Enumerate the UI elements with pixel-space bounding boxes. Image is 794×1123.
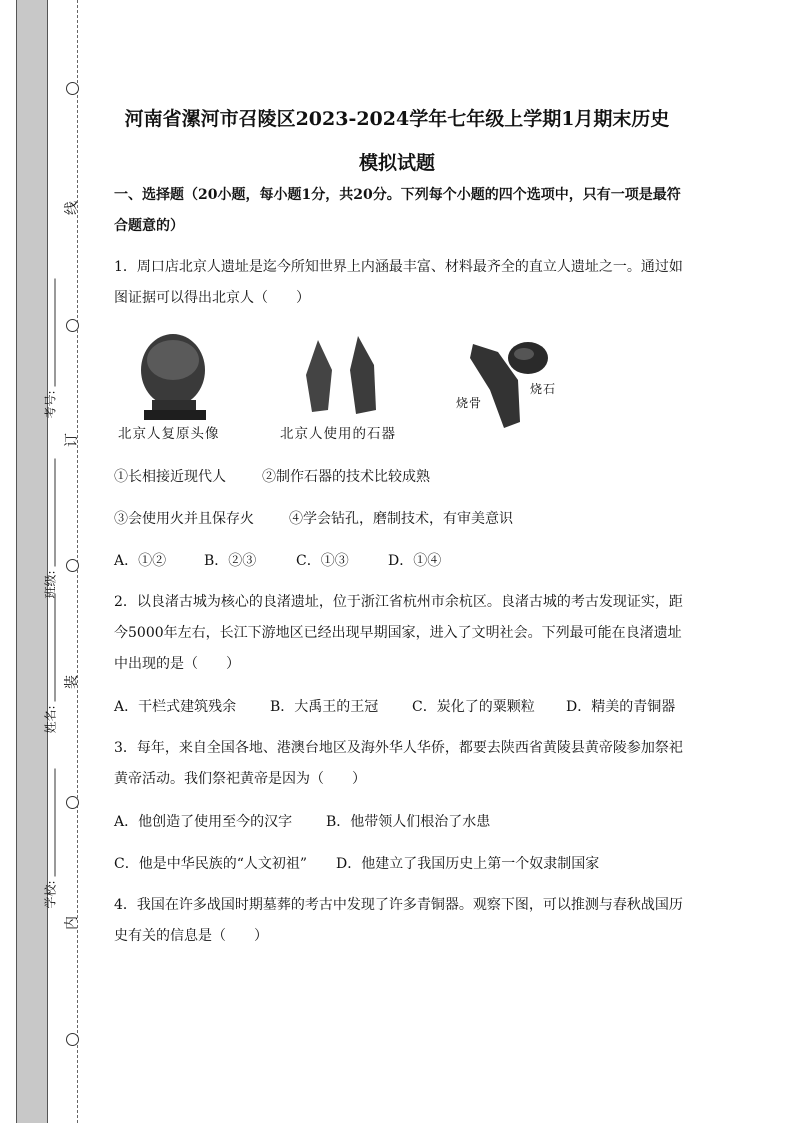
binding-hole bbox=[66, 1033, 79, 1046]
option-a[interactable]: A．干栏式建筑残余 bbox=[114, 699, 237, 715]
field-label: 班级: bbox=[43, 570, 58, 599]
field-blank[interactable] bbox=[45, 594, 56, 702]
option-a[interactable]: A．①② bbox=[114, 553, 167, 569]
field-label: 考号: bbox=[43, 390, 58, 419]
binding-hole bbox=[66, 559, 79, 572]
question-2-options bbox=[114, 696, 675, 716]
stem-line: 图证据可以得出北京人（ ） bbox=[114, 290, 310, 306]
stem-line: 3．每年，来自全国各地、港澳台地区及海外华人华侨，都要去陕西省黄陵县黄帝陵参加祭祀 bbox=[114, 740, 683, 756]
cut-char-xian: 线 bbox=[64, 201, 80, 215]
binding-hole bbox=[66, 796, 79, 809]
statement: ③会使用火并且保存火 bbox=[114, 511, 254, 527]
section-heading bbox=[114, 180, 684, 242]
field-blank[interactable] bbox=[45, 459, 56, 567]
option-b[interactable]: B．②③ bbox=[204, 553, 257, 569]
option-d[interactable]: D．他建立了我国历史上第一个奴隶制国家 bbox=[336, 856, 600, 872]
option-a[interactable]: A．他创造了使用至今的汉字 bbox=[114, 814, 293, 830]
field-label: 学校: bbox=[43, 880, 58, 909]
question-3-options-row bbox=[114, 853, 599, 873]
page-subtitle: 模拟试题 bbox=[358, 152, 435, 174]
binding-hole bbox=[66, 319, 79, 332]
cut-char-nei: 内 bbox=[64, 916, 80, 930]
question-4-stem bbox=[114, 890, 684, 952]
field-name[interactable] bbox=[42, 594, 59, 734]
stem-line: 史有关的信息是（ ） bbox=[114, 928, 268, 944]
option-c[interactable]: C．炭化了的粟颗粒 bbox=[412, 699, 535, 715]
option-b[interactable]: B．大禹王的王冠 bbox=[270, 699, 379, 715]
field-school[interactable] bbox=[42, 769, 59, 909]
question-1-statements-row bbox=[114, 466, 430, 486]
stone-tools-image bbox=[306, 336, 376, 414]
statement: ④学会钻孔，磨制技术，有审美意识 bbox=[289, 511, 513, 527]
caption-tools: 北京人使用的石器 bbox=[280, 426, 396, 442]
cut-char-zhuang: 装 bbox=[64, 675, 80, 689]
question-1-stem bbox=[114, 252, 684, 314]
question-1-statements-row bbox=[114, 508, 513, 528]
statement: ②制作石器的技术比较成熟 bbox=[262, 469, 430, 485]
cut-char-ding: 订 bbox=[64, 433, 80, 447]
statement: ①长相接近现代人 bbox=[114, 469, 226, 485]
stem-line: 4．我国在许多战国时期墓葬的考古中发现了许多青铜器。观察下图，可以推测与春秋战国历 bbox=[114, 897, 683, 913]
option-c[interactable]: C．①③ bbox=[296, 553, 349, 569]
option-d[interactable]: D．①④ bbox=[388, 553, 442, 569]
section-heading-line: 一、选择题（20小题，每小题1分，共20分。下列每个小题的四个选项中，只有一项是最符 bbox=[114, 187, 681, 203]
peking-man-head-image bbox=[141, 334, 206, 420]
question-3-options-row bbox=[114, 811, 490, 831]
label-burnt-bone: 烧骨 bbox=[456, 396, 483, 410]
field-blank[interactable] bbox=[45, 769, 56, 877]
page-title: 河南省漯河市召陵区2023-2024学年七年级上学期1月期末历史 bbox=[124, 108, 670, 130]
question-1-figure bbox=[118, 330, 568, 445]
stem-line: 中出现的是（ ） bbox=[114, 656, 240, 672]
stem-line: 1．周口店北京人遗址是迄今所知世界上内涵最丰富、材料最齐全的直立人遗址之一。通过如 bbox=[114, 259, 683, 275]
option-d[interactable]: D．精美的青铜器 bbox=[566, 699, 676, 715]
caption-head: 北京人复原头像 bbox=[118, 426, 220, 442]
binding-hole bbox=[66, 82, 79, 95]
question-1-options bbox=[114, 550, 441, 570]
question-2-stem bbox=[114, 587, 684, 680]
stem-line: 2．以良渚古城为核心的良渚遗址，位于浙江省杭州市余杭区。良渚古城的考古发现证实，距 bbox=[114, 594, 683, 610]
option-b[interactable]: B．他带领人们根治了水患 bbox=[326, 814, 491, 830]
label-burnt-stone: 烧石 bbox=[530, 382, 557, 396]
field-label: 姓名: bbox=[43, 705, 58, 734]
field-blank[interactable] bbox=[45, 279, 56, 387]
question-3-stem bbox=[114, 733, 684, 795]
stem-line: 黄帝活动。我们祭祀黄帝是因为（ ） bbox=[114, 771, 366, 787]
field-exam-number[interactable] bbox=[42, 279, 59, 419]
stem-line: 今5000年左右，长江下游地区已经出现早期国家，进入了文明社会。下列最可能在良渚遗址 bbox=[114, 625, 682, 641]
field-class[interactable] bbox=[42, 459, 59, 599]
option-c[interactable]: C．他是中华民族的“人文初祖” bbox=[114, 856, 308, 872]
section-heading-line: 合题意的） bbox=[114, 218, 184, 234]
